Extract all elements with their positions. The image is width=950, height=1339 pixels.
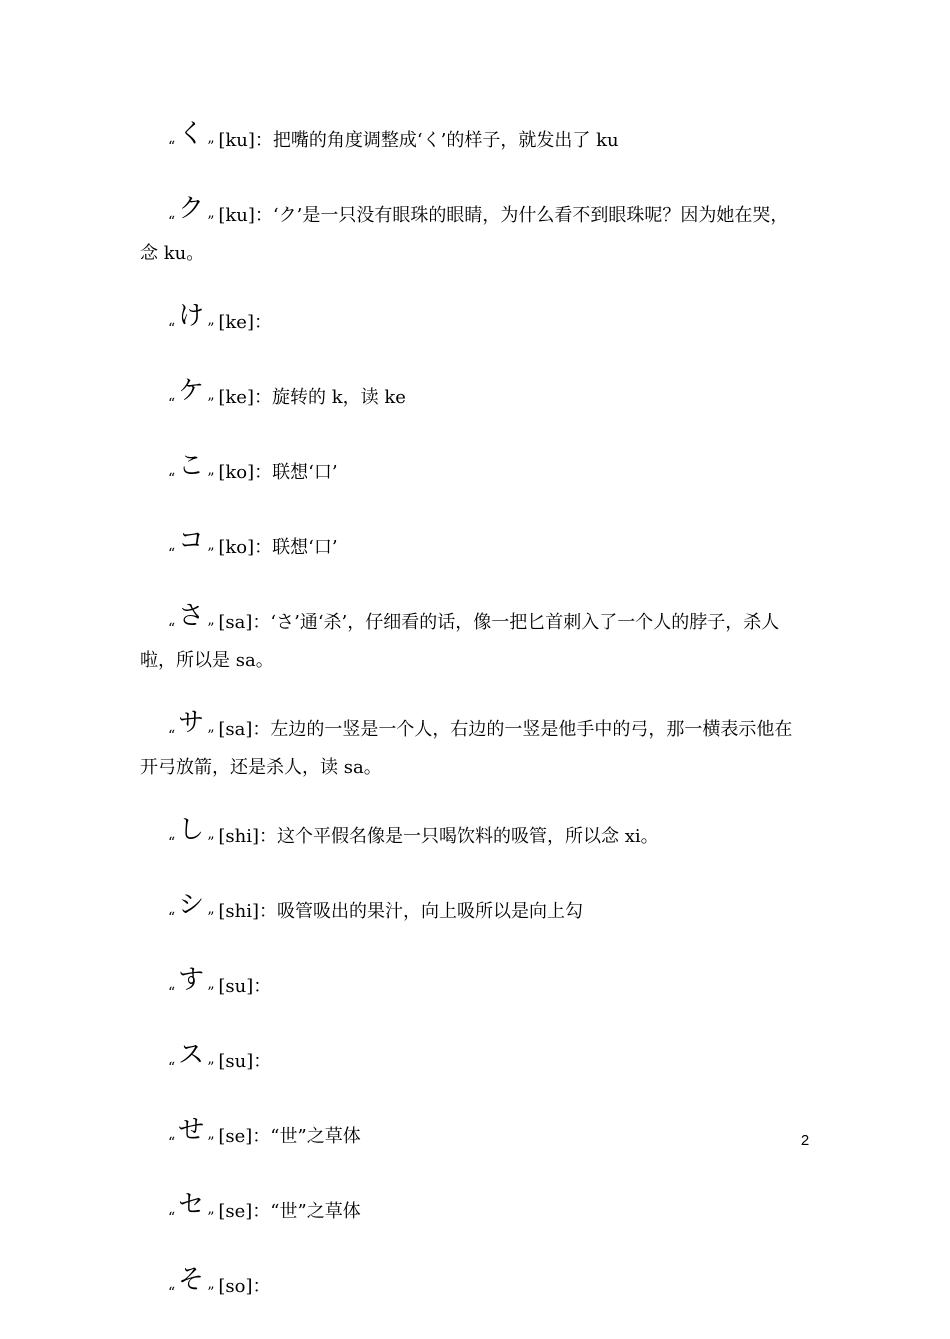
open-quote: “ xyxy=(168,985,176,1001)
open-quote: “ xyxy=(168,1135,176,1151)
mnemonic-text: 这个平假名像是一只喝饮料的吸管，所以念 xi。 xyxy=(277,826,659,847)
romaji-reading: [se]： xyxy=(218,1201,271,1222)
open-quote: “ xyxy=(168,621,176,637)
romaji-reading: [ke]： xyxy=(218,312,272,333)
kana-char: こ xyxy=(178,451,205,481)
kana-entry xyxy=(140,118,805,163)
close-quote: ” xyxy=(207,1135,215,1151)
mnemonic-text: 吸管吸出的果汁，向上吸所以是向上勾 xyxy=(277,901,583,922)
mnemonic-text: 联想‘口’ xyxy=(272,462,338,483)
romaji-reading: [su]： xyxy=(218,976,272,997)
kana-entry xyxy=(140,1189,805,1234)
open-quote: “ xyxy=(168,214,176,230)
close-quote: ” xyxy=(207,835,215,851)
mnemonic-text: 左边的一竖是一个人，右边的一竖是他手中的弓，那一横表示他在开弓放箭，还是杀人，读 sa。 xyxy=(140,719,793,778)
close-quote: ” xyxy=(207,1210,215,1226)
close-quote: ” xyxy=(207,321,215,337)
close-quote: ” xyxy=(207,139,215,155)
kana-char: ス xyxy=(178,1040,205,1070)
open-quote: “ xyxy=(168,471,176,487)
kana-char: コ xyxy=(178,526,205,556)
open-quote: “ xyxy=(168,139,176,155)
kana-entry xyxy=(140,707,805,784)
mnemonic-text: “世”之草体 xyxy=(270,1201,361,1222)
romaji-reading: [ku]： xyxy=(218,205,273,226)
open-quote: “ xyxy=(168,1285,176,1301)
kana-entry xyxy=(140,525,805,570)
kana-char: セ xyxy=(178,1190,205,1220)
kana-char: し xyxy=(178,815,205,845)
kana-char: く xyxy=(178,119,205,149)
close-quote: ” xyxy=(207,985,215,1001)
romaji-reading: [se]： xyxy=(218,1126,271,1147)
close-quote: ” xyxy=(207,1285,215,1301)
open-quote: “ xyxy=(168,728,176,744)
mnemonic-text: 把嘴的角度调整成‘く’的样子，就发出了 ku xyxy=(272,130,619,151)
kana-entry xyxy=(140,450,805,495)
mnemonic-text: 旋转的 k，读 ke xyxy=(271,387,406,408)
kana-entry xyxy=(140,375,805,420)
close-quote: ” xyxy=(207,214,215,230)
kana-entry xyxy=(140,814,805,859)
kana-entry xyxy=(140,193,805,270)
open-quote: “ xyxy=(168,1210,176,1226)
kana-char: す xyxy=(178,965,205,995)
kana-entry xyxy=(140,1114,805,1159)
romaji-reading: [ku]： xyxy=(218,130,273,151)
kana-char: さ xyxy=(178,601,205,631)
kana-entry xyxy=(140,1039,805,1084)
romaji-reading: [so]： xyxy=(218,1276,271,1297)
kana-entry xyxy=(140,1264,805,1309)
romaji-reading: [shi]： xyxy=(218,901,277,922)
kana-char: け xyxy=(178,301,205,331)
romaji-reading: [su]： xyxy=(218,1051,272,1072)
close-quote: ” xyxy=(207,910,215,926)
kana-char: ク xyxy=(178,194,205,224)
mnemonic-text: ‘ク’是一只没有眼珠的眼睛，为什么看不到眼珠呢？因为她在哭，念 ku。 xyxy=(140,205,789,264)
open-quote: “ xyxy=(168,835,176,851)
open-quote: “ xyxy=(168,396,176,412)
close-quote: ” xyxy=(207,396,215,412)
kana-entry xyxy=(140,964,805,1009)
page-number: 2 xyxy=(800,1132,810,1149)
open-quote: “ xyxy=(168,1060,176,1076)
kana-entry xyxy=(140,889,805,934)
kana-entry-list xyxy=(140,100,805,1339)
romaji-reading: [ko]： xyxy=(218,462,273,483)
close-quote: ” xyxy=(207,471,215,487)
kana-entry xyxy=(140,300,805,345)
close-quote: ” xyxy=(207,546,215,562)
kana-char: ケ xyxy=(178,376,205,406)
kana-entry xyxy=(140,600,805,677)
kana-char: せ xyxy=(178,1115,205,1145)
close-quote: ” xyxy=(207,1060,215,1076)
romaji-reading: [sa]： xyxy=(218,612,271,633)
mnemonic-text: 联想‘口’ xyxy=(272,537,338,558)
mnemonic-text: “世”之草体 xyxy=(270,1126,361,1147)
kana-char: サ xyxy=(178,708,205,738)
open-quote: “ xyxy=(168,546,176,562)
romaji-reading: [shi]： xyxy=(218,826,277,847)
kana-char: そ xyxy=(178,1265,205,1295)
close-quote: ” xyxy=(207,621,215,637)
close-quote: ” xyxy=(207,728,215,744)
open-quote: “ xyxy=(168,910,176,926)
romaji-reading: [sa]： xyxy=(218,719,271,740)
mnemonic-text: ‘さ’通‘杀’，仔细看的话，像一把匕首刺入了一个人的脖子，杀人啦，所以是 sa。 xyxy=(140,612,780,671)
romaji-reading: [ko]： xyxy=(218,537,273,558)
open-quote: “ xyxy=(168,321,176,337)
kana-char: シ xyxy=(178,890,205,920)
romaji-reading: [ke]： xyxy=(218,387,272,408)
